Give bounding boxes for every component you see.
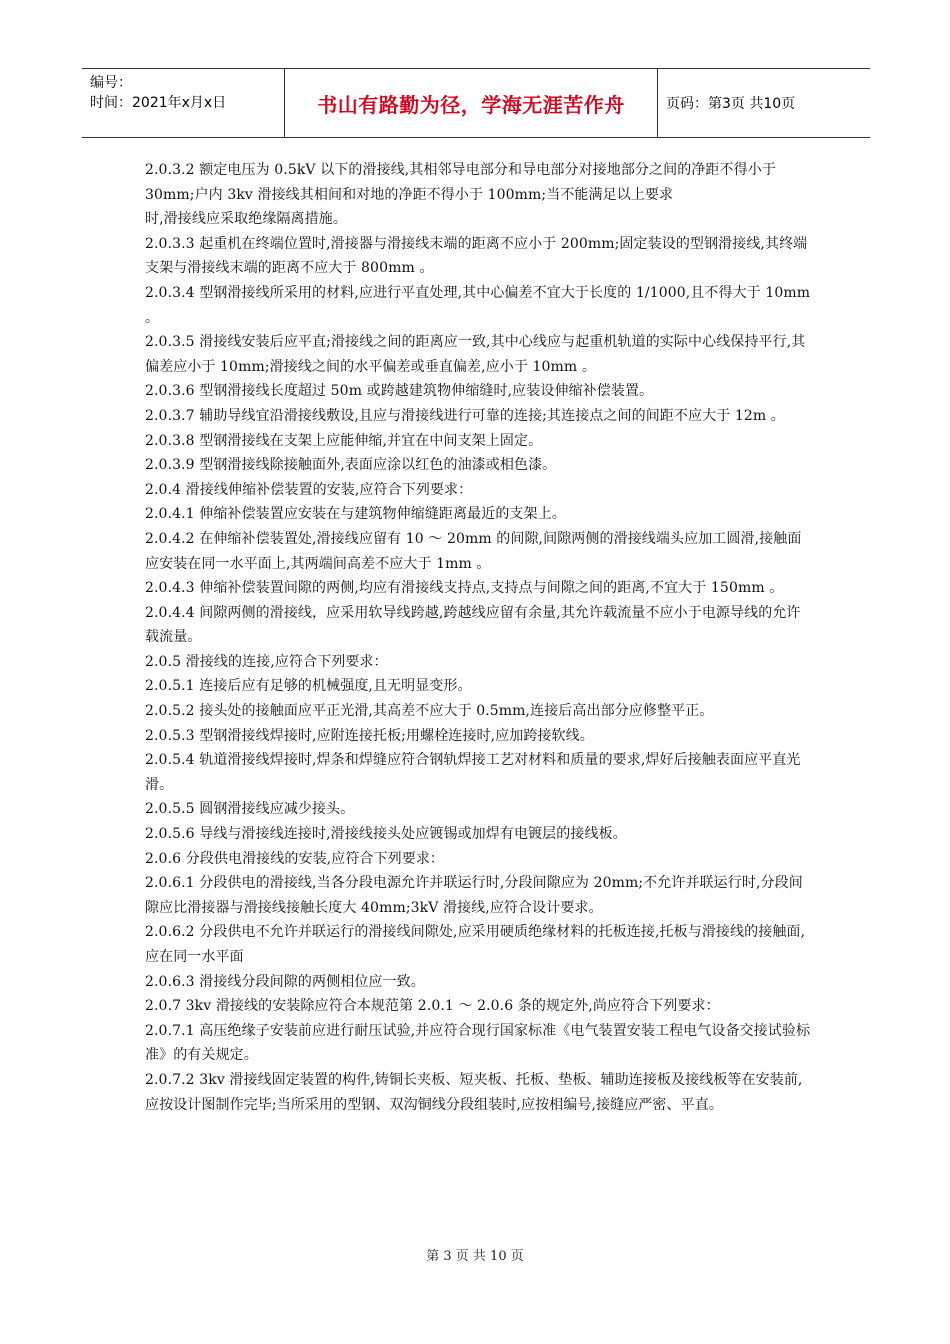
header-motto-cell (284, 69, 658, 137)
paragraph: 时,滑接线应采取绝缘隔离措施。 (145, 211, 347, 228)
paragraph: 2.0.3.6 型钢滑接线长度超过 50m 或跨越建筑物伸缩缝时,应装设伸缩补偿装置。 (145, 383, 654, 400)
footer-page-number: 第 3 页 共 10 页 (426, 1249, 524, 1264)
page-footer (0, 1245, 950, 1264)
paragraph: 2.0.4.3 伸缩补偿装置间隙的两侧,均应有滑接线支持点,支持点与间隙之间的距离,不宜大于 150mm 。 (145, 580, 784, 597)
paragraph: 2.0.3.9 型钢滑接线除接触面外,表面应涂以红色的油漆或相色漆。 (145, 457, 557, 474)
paragraph: 2.0.6.3 滑接线分段间隙的两侧相位应一致。 (145, 973, 425, 990)
paragraph: 2.0.7 3kv 滑接线的安装除应符合本规范第 2.0.1 ～ 2.0.6 条的规定外,尚应符合下列要求： (145, 998, 720, 1015)
paragraph: 2.0.3.4 型钢滑接线所采用的材料,应进行平直处理,其中心偏差不宜大于长度的 1/1000,且不得大于 10mm 。 (145, 284, 811, 326)
page-header (82, 68, 870, 138)
paragraph: 2.0.6.1 分段供电的滑接线,当各分段电源允许并联运行时,分段间隙应为 20mm;不允许并联运行时,分段间隙应比滑接器与滑接线接触长度大 40mm;3kV 滑接线,应符合设计要求。 (145, 875, 803, 916)
paragraph: 2.0.5.1 连接后应有足够的机械强度,且无明显变形。 (145, 678, 472, 695)
paragraph: 2.0.6 分段供电滑接线的安装,应符合下列要求： (145, 850, 445, 867)
paragraph: 2.0.3.5 滑接线安装后应平直;滑接线之间的距离应一致,其中心线应与起重机轨道的实际中心线保持平行,其偏差应小于 10mm;滑接线之间的水平偏差或垂直偏差,应小于 10mm 。 (145, 334, 806, 375)
header-meta (82, 69, 284, 137)
header-page-info-cell (658, 69, 870, 137)
document-body (145, 158, 813, 1117)
paragraph: 2.0.3.3 起重机在终端位置时,滑接器与滑接线末端的距离不应小于 200mm;固定装设的型钢滑接线,其终端支架与滑接线末端的距离不应大于 800mm 。 (145, 235, 808, 277)
paragraph: 2.0.6.2 分段供电不允许并联运行的滑接线间隙处,应采用硬质绝缘材料的托板连接,托板与滑接线的接触面,应在同一水平面 (145, 924, 806, 965)
paragraph: 2.0.5.2 接头处的接触面应平正光滑,其高差不应大于 0.5mm,连接后高出部分应修整平正。 (145, 703, 714, 720)
paragraph: 2.0.4 滑接线伸缩补偿装置的安装,应符合下列要求： (145, 481, 473, 498)
header-motto: 书山有路勤为径，学海无涯苦作舟 (317, 92, 625, 117)
paragraph: 2.0.3.8 型钢滑接线在支架上应能伸缩,并宜在中间支架上固定。 (145, 432, 543, 449)
header-page-info: 页码：第3页 共10页 (666, 96, 796, 112)
paragraph: 2.0.3.2 额定电压为 0.5kV 以下的滑接线,其相邻导电部分和导电部分对接地部分之间的净距不得小于 30mm;户内 3kv 滑接线其相间和对地的净距不得小于 100mm;当不能满足以上要求 (145, 162, 776, 203)
paragraph: 2.0.4.2 在伸缩补偿装置处,滑接线应留有 10 ～ 20mm 的间隙,间隙两侧的滑接线端头应加工圆滑,接触面应安装在同一水平面上,其两端间高差不应大于 1mm 。 (145, 530, 802, 572)
paragraph: 2.0.5.6 导线与滑接线连接时,滑接线接头处应镀锡或加焊有电镀层的接线板。 (145, 826, 627, 843)
paragraph: 2.0.5.4 轨道滑接线焊接时,焊条和焊缝应符合钢轨焊接工艺对材料和质量的要求,焊好后接触表面应平直光滑。 (145, 752, 801, 793)
paragraph: 2.0.7.1 高压绝缘子安装前应进行耐压试验,并应符合现行国家标准《电气装置安装工程电气设备交接试验标准》的有关规定。 (145, 1022, 811, 1064)
paragraph: 2.0.5 滑接线的连接,应符合下列要求： (145, 653, 388, 670)
paragraph: 2.0.3.7 辅助导线宜沿滑接线敷设,且应与滑接线进行可靠的连接;其连接点之间的间距不应大于 12m 。 (145, 407, 785, 424)
document-number-label: 编号： (90, 75, 132, 91)
paragraph: 2.0.4.4 间隙两侧的滑接线，应采用软导线跨越,跨越线应留有余量,其允许载流量不应小于电源导线的允许载流量。 (145, 604, 801, 646)
document-time-label: 时间：2021年x月x日 (90, 95, 227, 111)
paragraph: 2.0.4.1 伸缩补偿装置应安装在与建筑物伸缩缝距离最近的支架上。 (145, 506, 566, 523)
paragraph: 2.0.7.2 3kv 滑接线固定装置的构件,铸铜长夹板、短夹板、托板、垫板、辅助连接板及接线板等在安装前,应按设计图制作完毕;当所采用的型钢、双沟铜线分段组装时,应按相编号,接缝应严密、平直。 (145, 1071, 803, 1113)
paragraph: 2.0.5.3 型钢滑接线焊接时,应附连接托板;用螺栓连接时,应加跨接软线。 (145, 727, 594, 744)
paragraph: 2.0.5.5 圆钢滑接线应减少接头。 (145, 801, 355, 818)
